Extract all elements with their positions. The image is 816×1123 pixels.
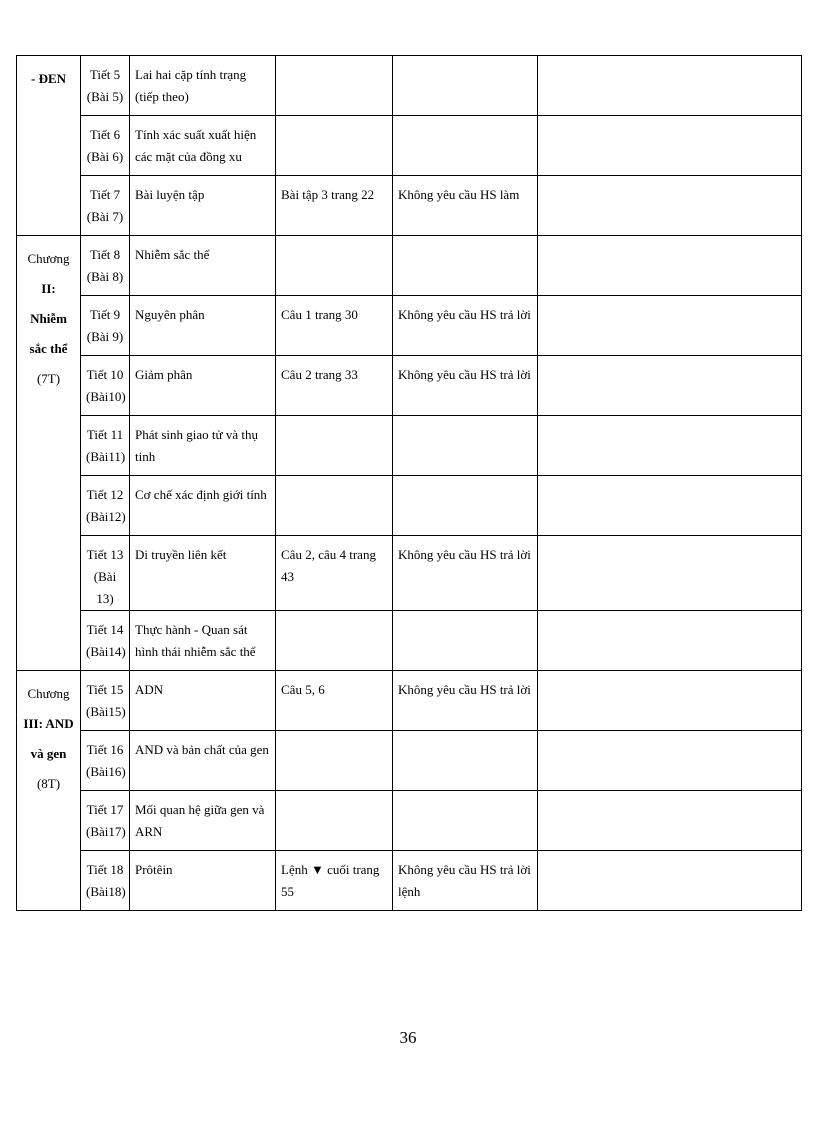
remark-cell	[538, 296, 802, 356]
adjusted-item-cell: Câu 2 trang 33	[276, 356, 393, 416]
remark-cell	[538, 791, 802, 851]
table-row	[17, 671, 802, 731]
lesson-content-cell: Giảm phân	[130, 356, 276, 416]
lesson-content-cell: Cơ chế xác định giới tính	[130, 476, 276, 536]
period-label: Tiết 12	[86, 487, 124, 502]
lesson-content-cell: Bài luyện tập	[130, 176, 276, 236]
lesson-content-cell: Lai hai cặp tính trạng (tiếp theo)	[130, 56, 276, 116]
lesson-label: (Bài18)	[86, 884, 126, 899]
adjusted-item-cell	[276, 236, 393, 296]
lesson-label: (Bài10)	[86, 389, 126, 404]
lesson-label: (Bài 7)	[86, 209, 124, 224]
table-row	[17, 791, 802, 851]
period-cell	[81, 671, 130, 731]
adjusted-item-cell: Lệnh ▼ cuối trang 55	[276, 851, 393, 911]
remark-cell	[538, 356, 802, 416]
remark-cell	[538, 611, 802, 671]
adjusted-item-cell	[276, 731, 393, 791]
chapter-line: sắc thể	[29, 341, 68, 356]
chapter-line: - ĐEN	[30, 71, 67, 86]
period-cell	[81, 791, 130, 851]
period-label: Tiết 13	[86, 547, 124, 562]
lesson-content-cell: Mối quan hệ giữa gen và ARN	[130, 791, 276, 851]
lesson-label: (Bài11)	[86, 449, 126, 464]
adjustment-note-cell: Không yêu cầu HS làm	[393, 176, 538, 236]
adjusted-item-cell	[276, 476, 393, 536]
period-cell	[81, 731, 130, 791]
adjustment-note-cell	[393, 416, 538, 476]
period-cell	[81, 416, 130, 476]
adjusted-item-cell: Câu 1 trang 30	[276, 296, 393, 356]
period-cell	[81, 356, 130, 416]
remark-cell	[538, 236, 802, 296]
adjusted-item-cell	[276, 416, 393, 476]
chapter-line: (8T)	[36, 776, 61, 791]
lesson-label: (Bài 6)	[86, 149, 124, 164]
curriculum-table	[16, 55, 802, 911]
adjustment-note-cell	[393, 791, 538, 851]
adjustment-note-cell: Không yêu cầu HS trả lời	[393, 536, 538, 611]
lesson-content-cell: Di truyền liên kết	[130, 536, 276, 611]
remark-cell	[538, 476, 802, 536]
lesson-content-cell: Prôtêin	[130, 851, 276, 911]
lesson-content-cell: Tính xác suất xuất hiện các mặt của đồng xu	[130, 116, 276, 176]
chapter-line: (7T)	[36, 371, 61, 386]
lesson-label: (Bài 13)	[93, 569, 117, 606]
chapter-line: Chương	[27, 251, 70, 266]
chapter-cell	[17, 671, 81, 911]
adjusted-item-cell	[276, 116, 393, 176]
remark-cell	[538, 536, 802, 611]
chapter-cell	[17, 236, 81, 671]
adjusted-item-cell: Bài tập 3 trang 22	[276, 176, 393, 236]
table-row	[17, 476, 802, 536]
adjustment-note-cell	[393, 116, 538, 176]
adjusted-item-cell	[276, 611, 393, 671]
remark-cell	[538, 671, 802, 731]
lesson-content-cell: Phát sinh giao tử và thụ tinh	[130, 416, 276, 476]
remark-cell	[538, 56, 802, 116]
period-label: Tiết 14	[86, 622, 124, 637]
lesson-label: (Bài12)	[86, 509, 126, 524]
period-label: Tiết 10	[86, 367, 124, 382]
period-label: Tiết 17	[86, 802, 124, 817]
period-cell	[81, 476, 130, 536]
adjusted-item-cell	[276, 791, 393, 851]
remark-cell	[538, 116, 802, 176]
period-label: Tiết 11	[86, 427, 124, 442]
period-label: Tiết 6	[89, 127, 121, 142]
remark-cell	[538, 176, 802, 236]
table-row	[17, 296, 802, 356]
period-label: Tiết 18	[86, 862, 124, 877]
period-cell	[81, 236, 130, 296]
table-row	[17, 236, 802, 296]
period-cell	[81, 536, 130, 611]
period-cell	[81, 116, 130, 176]
adjusted-item-cell	[276, 56, 393, 116]
table-row	[17, 611, 802, 671]
period-cell	[81, 176, 130, 236]
adjusted-item-cell: Câu 5, 6	[276, 671, 393, 731]
lesson-content-cell: AND và bản chất của gen	[130, 731, 276, 791]
remark-cell	[538, 416, 802, 476]
remark-cell	[538, 731, 802, 791]
page-number: 36	[399, 1028, 417, 1047]
lesson-content-cell: ADN	[130, 671, 276, 731]
period-cell	[81, 611, 130, 671]
adjustment-note-cell	[393, 476, 538, 536]
lesson-label: (Bài 8)	[86, 269, 124, 284]
adjustment-note-cell	[393, 236, 538, 296]
table-row	[17, 536, 802, 611]
adjustment-note-cell	[393, 611, 538, 671]
period-label: Tiết 7	[89, 187, 121, 202]
adjustment-note-cell: Không yêu cầu HS trả lời	[393, 296, 538, 356]
chapter-line: II: Nhiễm	[30, 281, 67, 326]
period-label: Tiết 15	[86, 682, 124, 697]
adjustment-note-cell: Không yêu cầu HS trả lời	[393, 671, 538, 731]
remark-cell	[538, 851, 802, 911]
period-label: Tiết 5	[89, 67, 121, 82]
period-label: Tiết 16	[86, 742, 124, 757]
table-row	[17, 116, 802, 176]
table-row	[17, 731, 802, 791]
chapter-cell	[17, 56, 81, 236]
adjustment-note-cell	[393, 731, 538, 791]
chapter-line: và gen	[30, 746, 67, 761]
table-row	[17, 416, 802, 476]
lesson-content-cell: Nhiễm sắc thể	[130, 236, 276, 296]
adjusted-item-cell: Câu 2, câu 4 trang 43	[276, 536, 393, 611]
period-label: Tiết 8	[89, 247, 121, 262]
lesson-label: (Bài14)	[86, 644, 126, 659]
period-cell	[81, 296, 130, 356]
adjustment-note-cell	[393, 56, 538, 116]
period-cell	[81, 851, 130, 911]
table-row	[17, 851, 802, 911]
table-row	[17, 176, 802, 236]
lesson-label: (Bài15)	[86, 704, 126, 719]
table-row	[17, 356, 802, 416]
lesson-label: (Bài 9)	[86, 329, 124, 344]
chapter-line: III: AND	[23, 716, 74, 731]
lesson-label: (Bài17)	[86, 824, 126, 839]
lesson-label: (Bài 5)	[86, 89, 124, 104]
adjustment-note-cell: Không yêu cầu HS trả lời	[393, 356, 538, 416]
lesson-label: (Bài16)	[86, 764, 126, 779]
table-body	[17, 56, 802, 911]
period-cell	[81, 56, 130, 116]
table-row	[17, 56, 802, 116]
lesson-content-cell: Nguyên phân	[130, 296, 276, 356]
lesson-content-cell: Thực hành - Quan sát hình thái nhiễm sắc thể	[130, 611, 276, 671]
period-label: Tiết 9	[89, 307, 121, 322]
adjustment-note-cell: Không yêu cầu HS trả lời lệnh	[393, 851, 538, 911]
chapter-line: Chương	[27, 686, 70, 701]
